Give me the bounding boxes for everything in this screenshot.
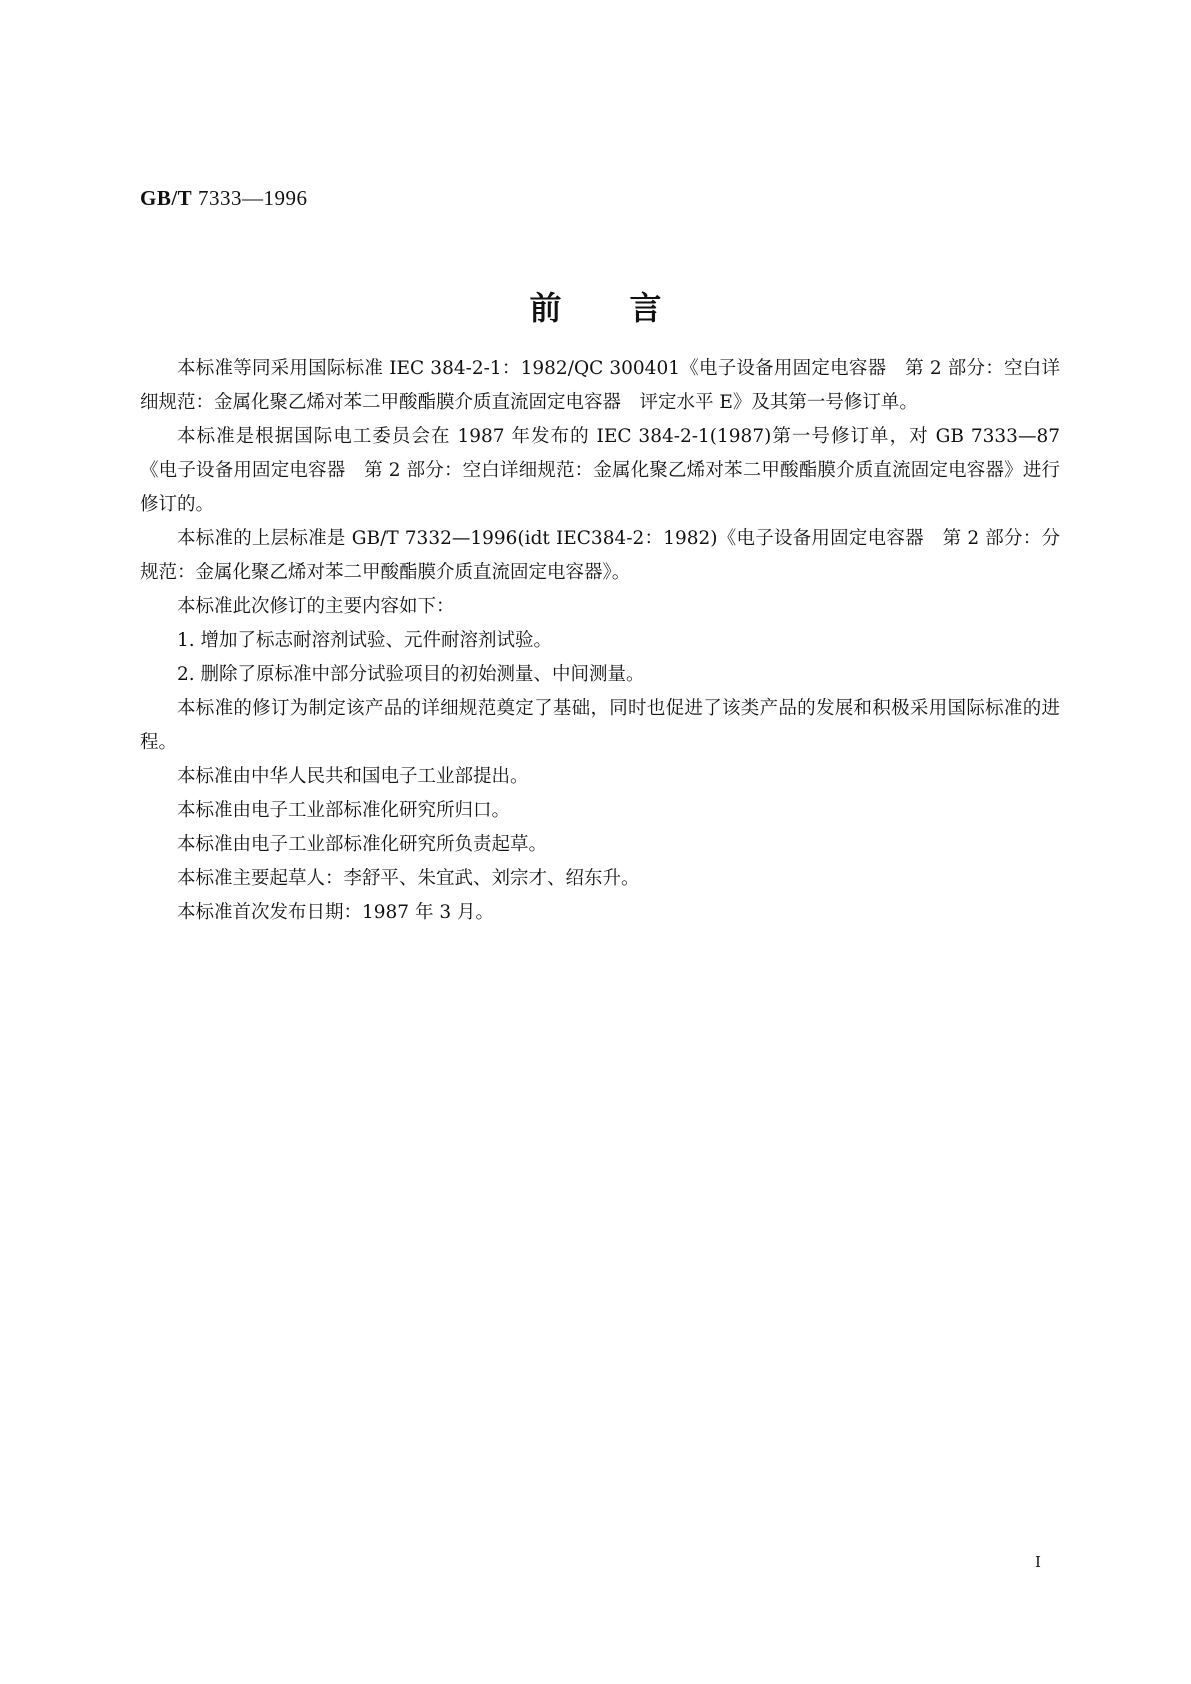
paragraph: 本标准由中华人民共和国电子工业部提出。 (177, 766, 529, 787)
foreword-body (140, 352, 1060, 930)
page-title: 前言 (529, 289, 730, 327)
paragraph: 本标准由电子工业部标准化研究所负责起草。 (177, 834, 548, 855)
paragraph: 本标准主要起草人：李舒平、朱宜武、刘宗才、绍东升。 (177, 868, 640, 889)
list-item: 2. 删除了原标准中部分试验项目的初始测量、中间测量。 (177, 664, 645, 685)
paragraph: 本标准此次修订的主要内容如下： (177, 596, 455, 617)
standard-code: 7333—1996 (197, 186, 308, 210)
paragraph: 本标准由电子工业部标准化研究所归口。 (177, 800, 511, 821)
document-header (140, 186, 307, 211)
paragraph: 本标准是根据国际电工委员会在 1987 年发布的 IEC 384-2-1(1987)第一号修订单，对 GB 7333—87《电子设备用固定电容器 第 2 部分：空白详细规范：金属化聚乙烯对苯二甲酸酯膜介质直流固定电容器》进行修订的。 (140, 426, 1060, 515)
paragraph: 本标准等同采用国际标准 IEC 384-2-1：1982/QC 300401《电子设备用固定电容器 第 2 部分：空白详细规范：金属化聚乙烯对苯二甲酸酯膜介质直流固定电容器 评定水平 E》及其第一号修订单。 (140, 358, 1060, 413)
standard-prefix: GB/T (140, 186, 193, 210)
list-item: 1. 增加了标志耐溶剂试验、元件耐溶剂试验。 (177, 630, 553, 651)
page-number: I (1035, 1553, 1041, 1571)
paragraph: 本标准的上层标准是 GB/T 7332—1996(idt IEC384-2：1982)《电子设备用固定电容器 第 2 部分：分规范：金属化聚乙烯对苯二甲酸酯膜介质直流固定电容器》。 (140, 528, 1060, 583)
paragraph: 本标准的修订为制定该产品的详细规范奠定了基础，同时也促进了该类产品的发展和积极采用国际标准的进程。 (140, 698, 1060, 753)
paragraph: 本标准首次发布日期：1987 年 3 月。 (177, 902, 494, 923)
